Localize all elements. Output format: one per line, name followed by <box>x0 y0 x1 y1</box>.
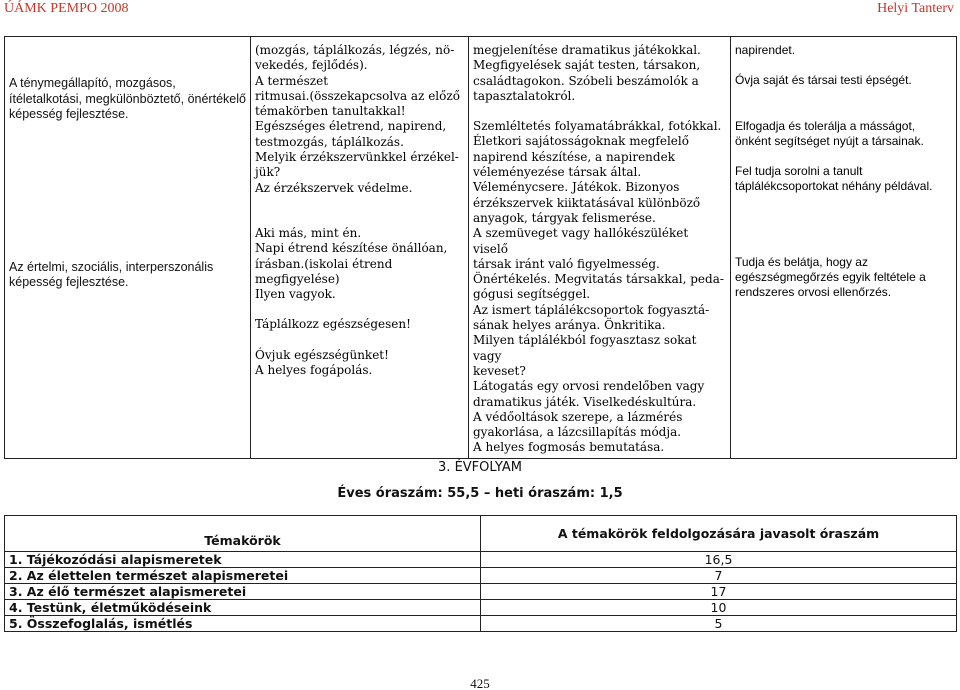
goal-text: Az értelmi, szociális, interperszonális képesség fejlesztése. <box>9 259 214 289</box>
topic-line: megfigyelése) <box>255 271 340 286</box>
header-right: Helyi Tanterv <box>877 1 954 16</box>
activity-line: A szemüveget vagy hallókészüléket viselő <box>473 226 689 256</box>
activity-line: véleményezése társak által. <box>473 165 642 180</box>
activity-line: családtagokon. Szóbeli beszámolók a <box>473 73 699 88</box>
topic-hours: 5 <box>481 616 957 632</box>
page-number: 425 <box>470 676 490 690</box>
topic-line: vekedés, fejlődés). <box>255 58 368 73</box>
topic-name: 4. Testünk, életműködéseink <box>5 600 481 616</box>
activity-line: Életkori sajátosságoknak megfelelő <box>473 134 689 149</box>
activity-line: napirend készítése, a napirendek <box>473 149 675 164</box>
curriculum-table <box>4 36 957 459</box>
goal-text: A ténymegállapító, mozgásos, ítéletalkotási, megkülönböztető, önértékelő képesség fejlesztése. <box>9 76 246 121</box>
header-hours: A témakörök feldolgozására javasolt óraszám <box>481 516 957 552</box>
topic-hours: 7 <box>481 568 957 584</box>
line-spacer <box>735 58 952 73</box>
line-spacer <box>735 104 952 119</box>
activity-line: A védőoltások szerepe, a lázmérés <box>473 409 683 424</box>
section-title: 3. ÉVFOLYAM <box>438 460 522 475</box>
activity-line: anyagok, tárgyak felismerése. <box>473 210 656 225</box>
topic-line: ritmusai.(összekapcsolva az előző <box>255 88 460 103</box>
line-spacer <box>255 196 464 211</box>
activity-line: Milyen táplálékból fogyasztasz sokat vagy <box>473 333 697 363</box>
table-row <box>5 600 957 616</box>
hours-summary: Éves óraszám: 55,5 – heti óraszám: 1,5 <box>337 486 623 501</box>
topic-line: Az érzékszervek védelme. <box>255 180 413 195</box>
topic-name: 5. Összefoglalás, ismétlés <box>5 616 481 632</box>
line-spacer <box>735 149 952 164</box>
line-spacer <box>735 240 952 255</box>
line-spacer <box>255 333 464 348</box>
development-goals-cell <box>5 37 251 459</box>
activities-cell <box>469 37 731 459</box>
activity-line: A helyes fogmosás bemutatása. <box>473 440 665 455</box>
activity-line: gógusi segítséggel. <box>473 287 591 302</box>
hours-table-header <box>5 516 957 552</box>
topic-line: Aki más, mint én. <box>255 225 362 240</box>
line-spacer <box>735 210 952 225</box>
requirement-line: egészségmegőrzés egyik feltétele a <box>735 270 926 285</box>
topic-line: Egészséges életrend, napirend, <box>255 119 447 134</box>
requirement-line: Óvja saját és társai testi épségét. <box>735 73 912 88</box>
line-spacer <box>255 302 464 317</box>
topic-line: témakörben tanultakkal! <box>255 104 406 119</box>
header-left: ÚÁMK PEMPO 2008 <box>4 1 129 16</box>
table-row <box>5 568 957 584</box>
requirement-line: rendszeres orvosi ellenőrzés. <box>735 285 892 300</box>
activity-line: társak iránt való figyelmesség. <box>473 256 660 271</box>
requirement-line: Tudja és belátja, hogy az <box>735 254 868 269</box>
requirement-line: táplálékcsoportokat néhány példával. <box>735 179 933 194</box>
topic-line: Ilyen vagyok. <box>255 287 336 302</box>
requirement-line: Fel tudja sorolni a tanult <box>735 164 863 179</box>
topic-line: Napi étrend készítése önállóan, <box>255 241 448 256</box>
header-topics: Témakörök <box>5 516 481 552</box>
table-row <box>5 552 957 568</box>
topic-hours: 10 <box>481 600 957 616</box>
topic-line: Óvjuk egészségünket! <box>255 347 389 362</box>
topic-line: Táplálkozz egészségesen! <box>255 317 411 332</box>
requirements-cell <box>731 37 957 459</box>
activity-line: Megfigyelések saját testen, társakon, <box>473 58 701 73</box>
activity-line: Önértékelés. Megvitatás társakkal, peda- <box>473 272 724 287</box>
topic-name: 1. Tájékozódási alapismeretek <box>5 552 481 568</box>
topic-line: A helyes fogápolás. <box>255 363 373 378</box>
activity-line: dramatikus játék. Viselkedéskultúra. <box>473 394 697 409</box>
page-header <box>0 0 960 20</box>
activity-line: megjelenítése dramatikus játékokkal. <box>473 43 701 57</box>
topic-line: jük? <box>255 165 281 180</box>
topic-name: 2. Az élettelen természet alapismeretei <box>5 568 481 584</box>
line-spacer <box>473 104 726 119</box>
hours-table <box>4 515 957 632</box>
topics-cell <box>251 37 469 459</box>
topic-hours: 17 <box>481 584 957 600</box>
activity-line: Véleménycsere. Játékok. Bizonyos <box>473 180 680 195</box>
topic-line: testmozgás, táplálkozás. <box>255 134 404 149</box>
topic-hours: 16,5 <box>481 552 957 568</box>
activity-line: Az ismert táplálékcsoportok fogyasztá- <box>473 302 710 317</box>
topic-line: (mozgás, táplálkozás, légzés, nö- <box>255 43 455 57</box>
line-spacer <box>735 89 952 104</box>
topic-line: írásban.(iskolai étrend <box>255 256 393 271</box>
activity-line: gyakorlása, a lázcsillapítás módja. <box>473 425 682 440</box>
topic-name: 3. Az élő természet alapismeretei <box>5 584 481 600</box>
line-spacer <box>735 195 952 210</box>
activity-line: Látogatás egy orvosi rendelőben vagy <box>473 379 705 394</box>
line-spacer <box>255 211 464 226</box>
activity-line: keveset? <box>473 363 526 378</box>
line-spacer <box>735 225 952 240</box>
requirement-line: napirendet. <box>735 43 796 57</box>
topic-line: A természet <box>255 73 329 88</box>
activity-line: sának helyes aránya. Önkritika. <box>473 318 666 333</box>
requirement-line: önként segítséget nyújt a társainak. <box>735 133 924 148</box>
table-row <box>5 584 957 600</box>
activity-line: Szemléltetés folyamatábrákkal, fotókkal. <box>473 119 722 134</box>
activity-line: érzékszervek kiiktatásával különböző <box>473 195 701 210</box>
activity-line: tapasztalatokról. <box>473 88 576 103</box>
table-row <box>5 616 957 632</box>
topic-line: Melyik érzékszervünkkel érzékel- <box>255 150 459 165</box>
requirement-line: Elfogadja és tolerálja a másságot, <box>735 118 916 133</box>
